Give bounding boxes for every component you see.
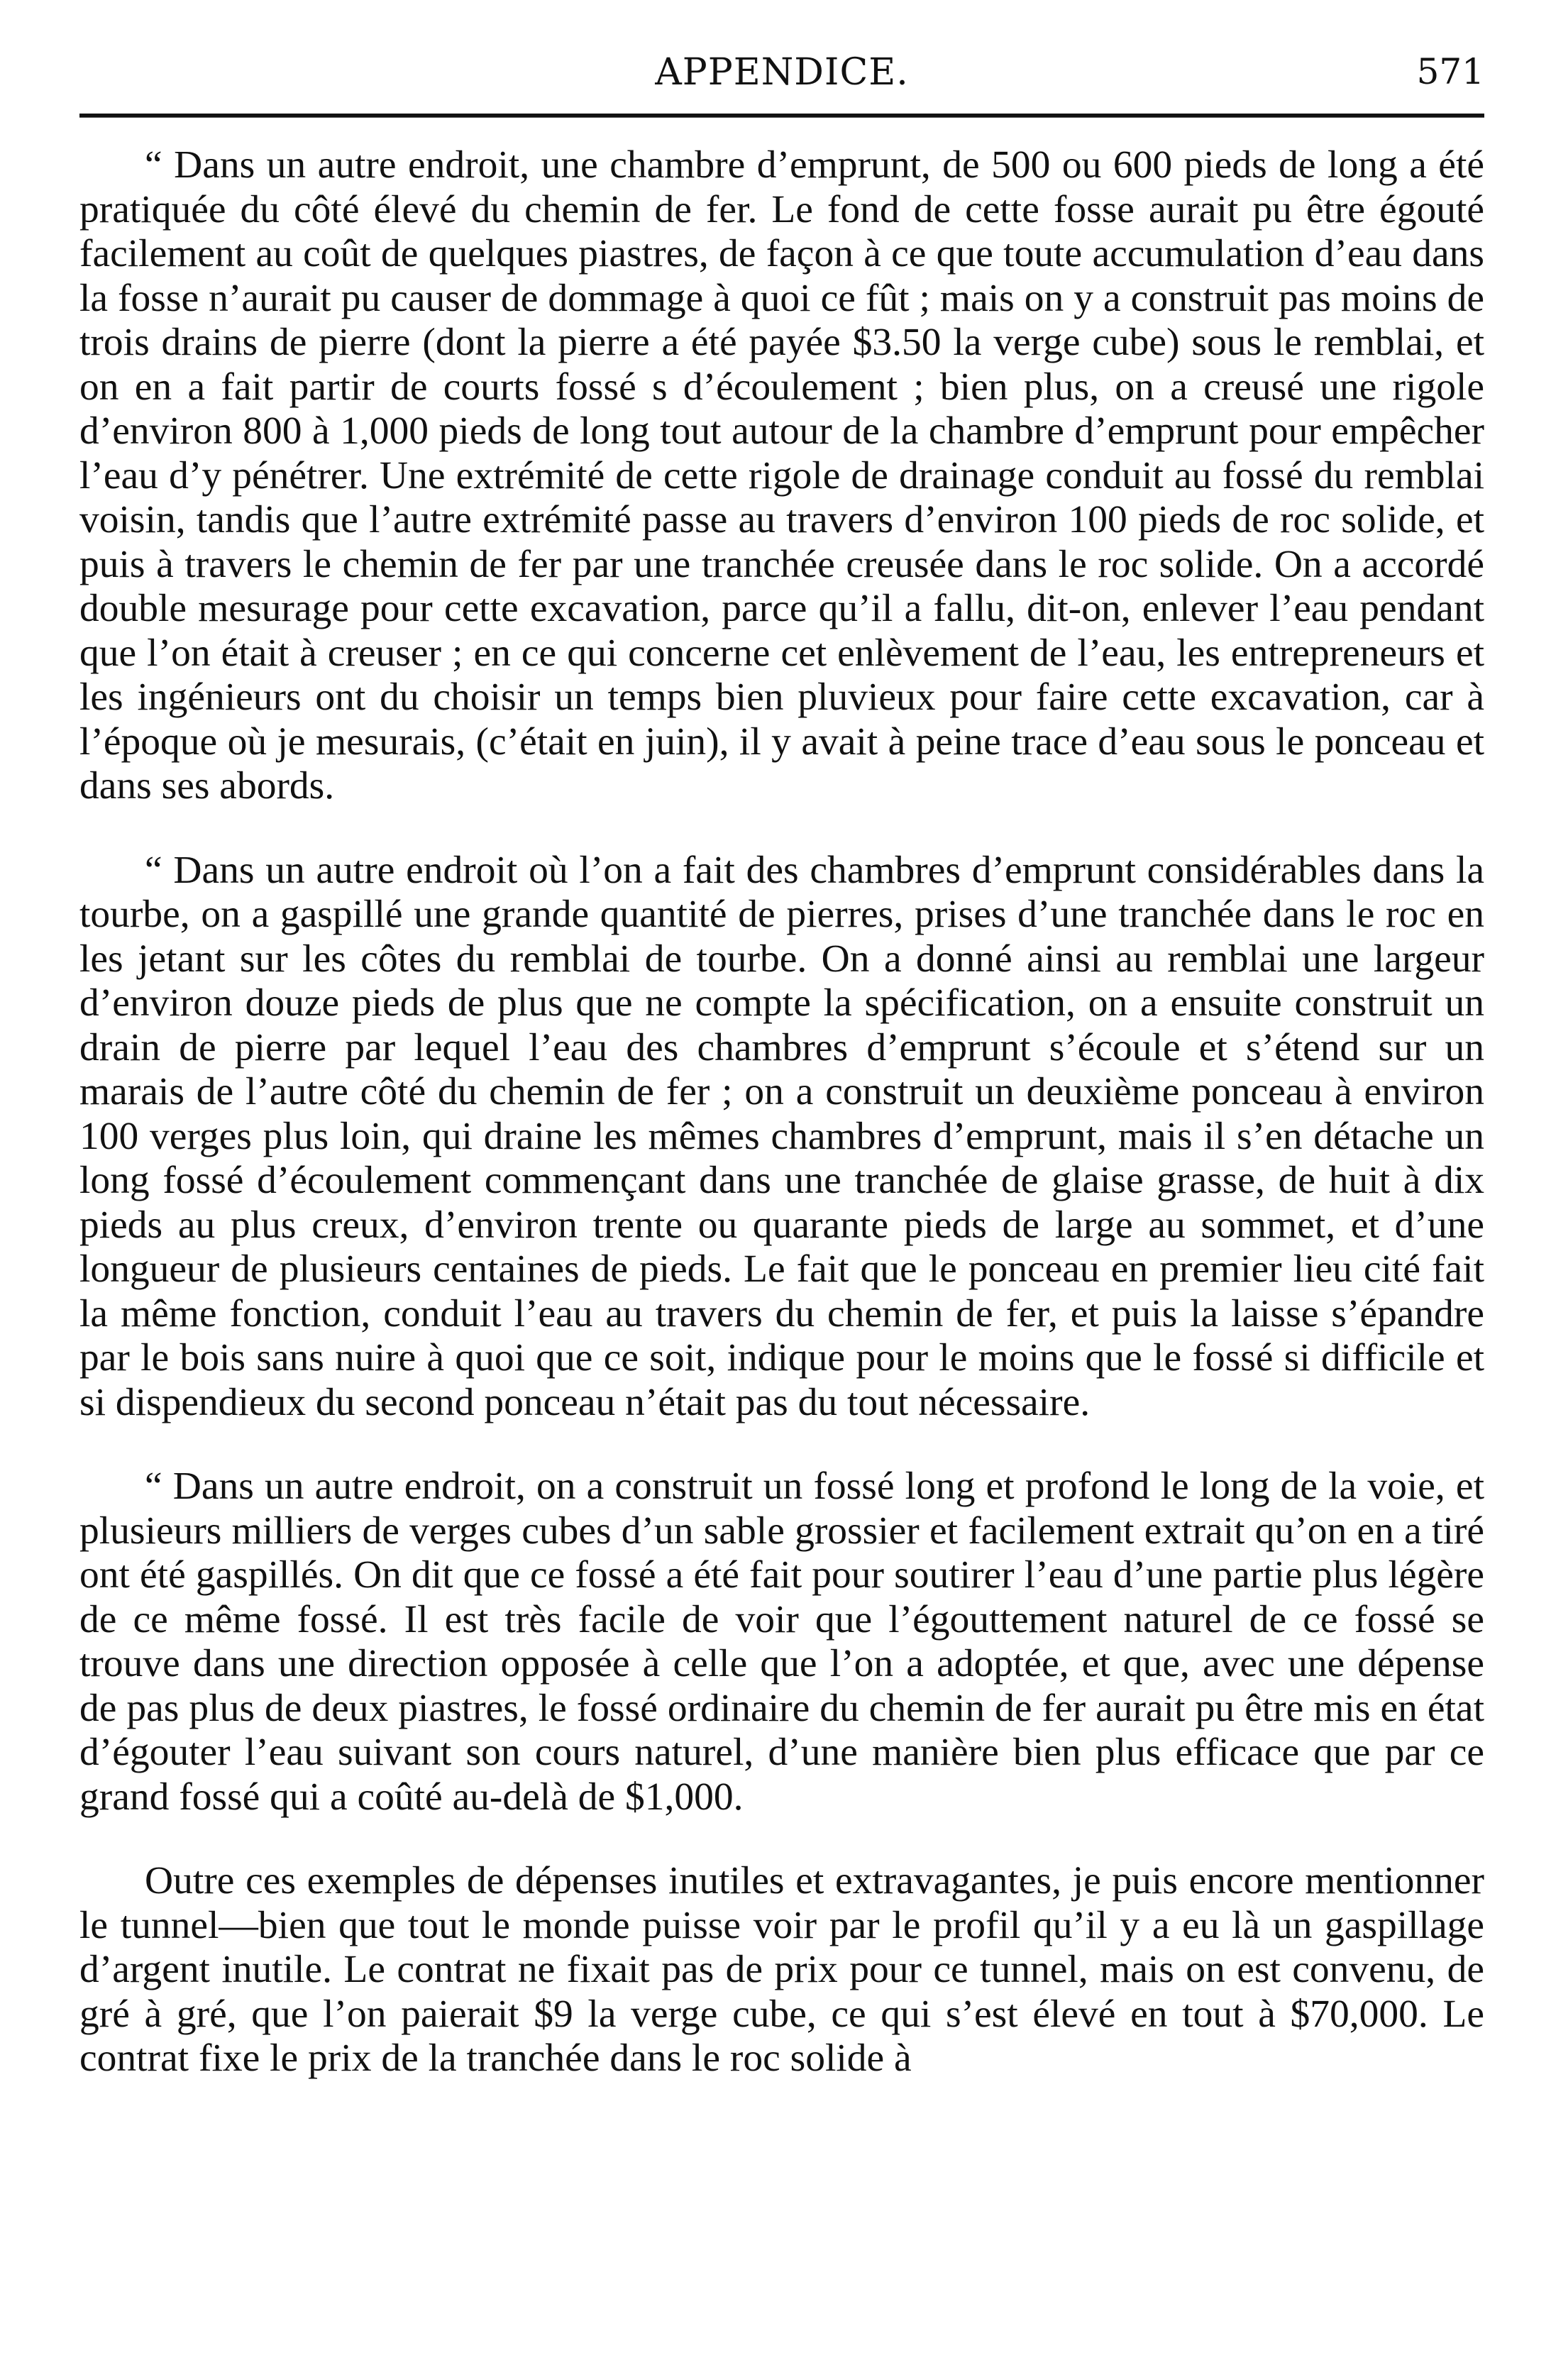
paragraph: “ Dans un autre endroit où l’on a fait des chambres d’emprunt considérables dans la tourbe, on a gaspillé une grande quantité de pierres, prises d’une tranchée dans le roc en les jetant sur les côtes du remblai de tourbe. On a donné ainsi au remblai une largeur d’environ douze pieds de plus que ne compte la spécification, on a ensuite construit un drain de pierre par lequel l’eau des chambres d’emprunt s’écoule et s’étend sur un marais de l’autre côté du chemin de fer ; on a construit un deuxième ponceau à environ 100 verges plus loin, qui draine les mêmes chambres d’emprunt, mais il s’en détache un long fossé d’écoulement commençant dans une tranchée de glaise grasse, de huit à dix pieds au plus creux, d’environ trente ou quarante pieds de large au sommet, et d’une longueur de plusieurs centaines de pieds. Le fait que le ponceau en premier lieu cité fait la même fonction, conduit l’eau au travers du chemin de fer, et puis la laisse s’épandre par le bois sans nuire à quoi que ce soit, indique pour le moins que le fossé si difficile et si dispendieux du second ponceau n’était pas du tout nécessaire. bbox=[79, 848, 1484, 1424]
running-title: APPENDICE. bbox=[655, 51, 909, 94]
document-page bbox=[79, 43, 1484, 2121]
header-rule bbox=[79, 114, 1484, 118]
paragraph: “ Dans un autre endroit, une chambre d’emprunt, de 500 ou 600 pieds de long a été pratiquée du côté élevé du chemin de fer. Le fond de cette fosse aurait pu être égouté facilement au coût de quelques piastres, de façon à ce que toute accumulation d’eau dans la fosse n’aurait pu causer de dommage à quoi ce fût ; mais on y a construit pas moins de trois drains de pierre (dont la pierre a été payée $3.50 la verge cube) sous le remblai, et on en a fait partir de courts fossé s d’écoulement ; bien plus, on a creusé une rigole d’environ 800 à 1,000 pieds de long tout autour de la chambre d’emprunt pour empêcher l’eau d’y pénétrer. Une extrémité de cette rigole de drainage conduit au fossé du remblai voisin, tandis que l’autre extrémité passe au travers d’environ 100 pieds de roc solide, et puis à travers le chemin de fer par une tranchée creusée dans le roc solide. On a accordé double mesurage pour cette excavation, parce qu’il a fallu, dit-on, enlever l’eau pendant que l’on était à creuser ; en ce qui concerne cet enlèvement de l’eau, les entrepreneurs et les ingénieurs ont du choisir un temps bien pluvieux pour faire cette excavation, car à l’époque où je mesurais, (c’était en juin), il y avait à peine trace d’eau sous le ponceau et dans ses abords. bbox=[79, 143, 1484, 808]
page-header bbox=[79, 43, 1484, 99]
paragraph: “ Dans un autre endroit, on a construit un fossé long et profond le long de la voie, et plusieurs milliers de verges cubes d’un sable grossier et facilement extrait qu’on en a tiré ont été gaspillés. On dit que ce fossé a été fait pour soutirer l’eau d’une partie plus légère de ce même fossé. Il est très facile de voir que l’égouttement naturel de ce fossé se trouve dans une direction opposée à celle que l’on a adoptée, et que, avec une dépense de pas plus de deux piastres, le fossé ordinaire du chemin de fer aurait pu être mis en état d’égouter l’eau suivant son cours naturel, d’une manière bien plus efficace que par ce grand fossé qui a coûté au-delà de $1,000. bbox=[79, 1465, 1484, 1819]
paragraph: Outre ces exemples de dépenses inutiles et extravagantes, je puis encore mentionner le tunnel—bien que tout le monde puisse voir par le profil qu’il y a eu là un gaspillage d’argent inutile. Le contrat ne fixait pas de prix pour ce tunnel, mais on est convenu, de gré à gré, que l’on paierait $9 la verge cube, ce qui s’est élevé en tout à $70,000. Le contrat fixe le prix de la tranchée dans le roc solide à bbox=[79, 1859, 1484, 2080]
body-text bbox=[79, 143, 1484, 2081]
page-number: 571 bbox=[1416, 51, 1484, 92]
